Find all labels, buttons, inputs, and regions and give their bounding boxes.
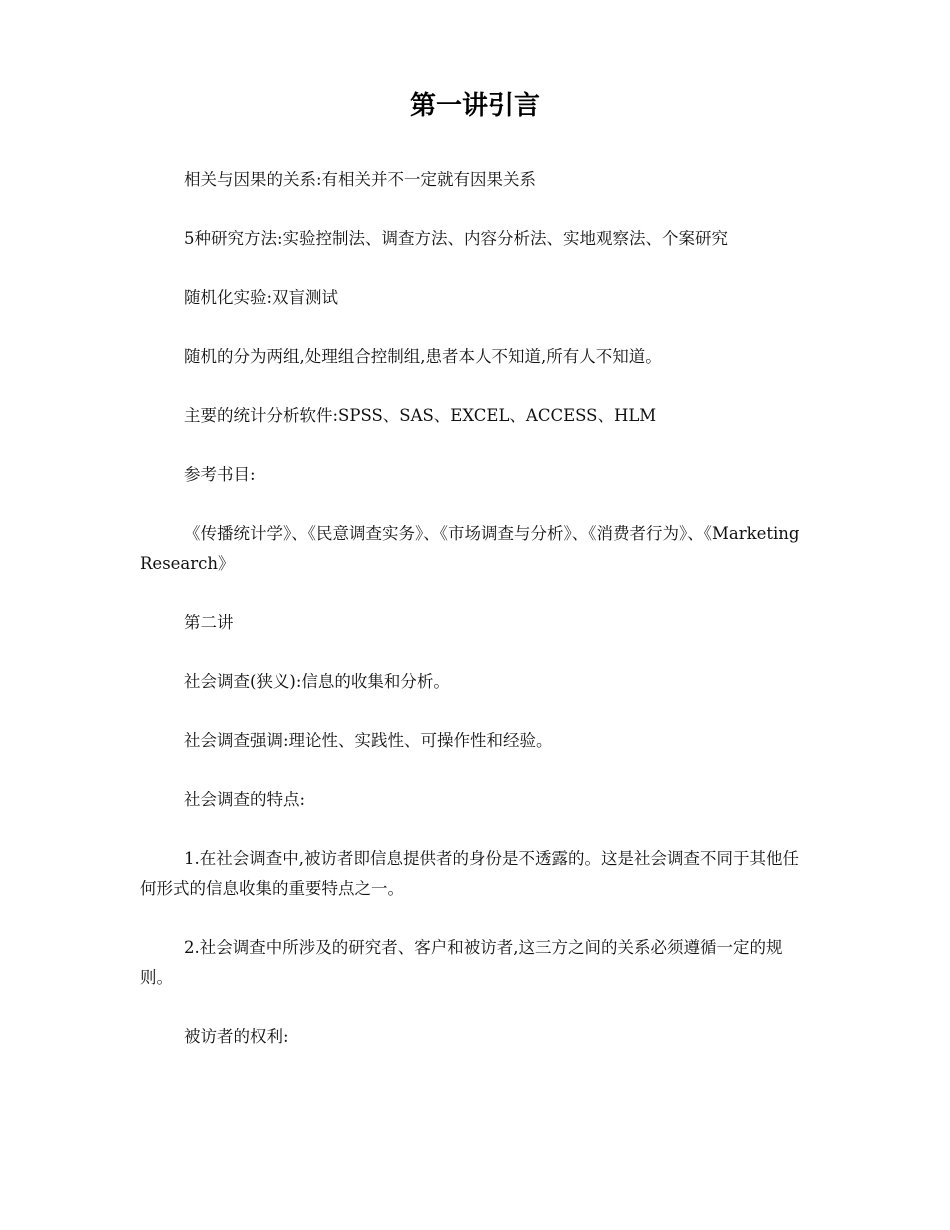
- paragraph-reference-books: 《传播统计学》、《民意调查实务》、《市场调查与分析》、《消费者行为》、《Marketing Research》: [140, 524, 800, 573]
- paragraph-research-methods: 5种研究方法:实验控制法、调查方法、内容分析法、实地观察法、个案研究: [184, 229, 729, 248]
- paragraph-statistics-software: 主要的统计分析软件:SPSS、SAS、EXCEL、ACCESS、HLM: [184, 406, 657, 425]
- paragraph-feature-two: 2.社会调查中所涉及的研究者、客户和被访者,这三方之间的关系必须遵循一定的规则。: [140, 938, 783, 987]
- paragraph-social-survey-emphasis: 社会调查强调:理论性、实践性、可操作性和经验。: [184, 731, 553, 750]
- paragraph-survey-features-heading: 社会调查的特点:: [184, 790, 306, 809]
- paragraph-respondent-rights: 被访者的权利:: [184, 1027, 289, 1046]
- paragraph-random-grouping: 随机的分为两组,处理组合控制组,患者本人不知道,所有人不知道。: [184, 347, 662, 366]
- paragraph-lecture-two: 第二讲: [184, 613, 234, 632]
- paragraph-references-heading: 参考书目:: [184, 465, 256, 484]
- paragraph-social-survey-definition: 社会调查(狭义):信息的收集和分析。: [184, 672, 450, 691]
- document-body: [140, 165, 812, 1081]
- paragraph-feature-one: 1.在社会调查中,被访者即信息提供者的身份是不透露的。这是社会调查不同于其他任何形式的信息收集的重要特点之一。: [140, 849, 799, 898]
- paragraph-randomized-experiment: 随机化实验:双盲测试: [184, 288, 339, 307]
- page-title: 第一讲引言: [409, 91, 540, 121]
- paragraph-correlation-causation: 相关与因果的关系:有相关并不一定就有因果关系: [184, 170, 537, 189]
